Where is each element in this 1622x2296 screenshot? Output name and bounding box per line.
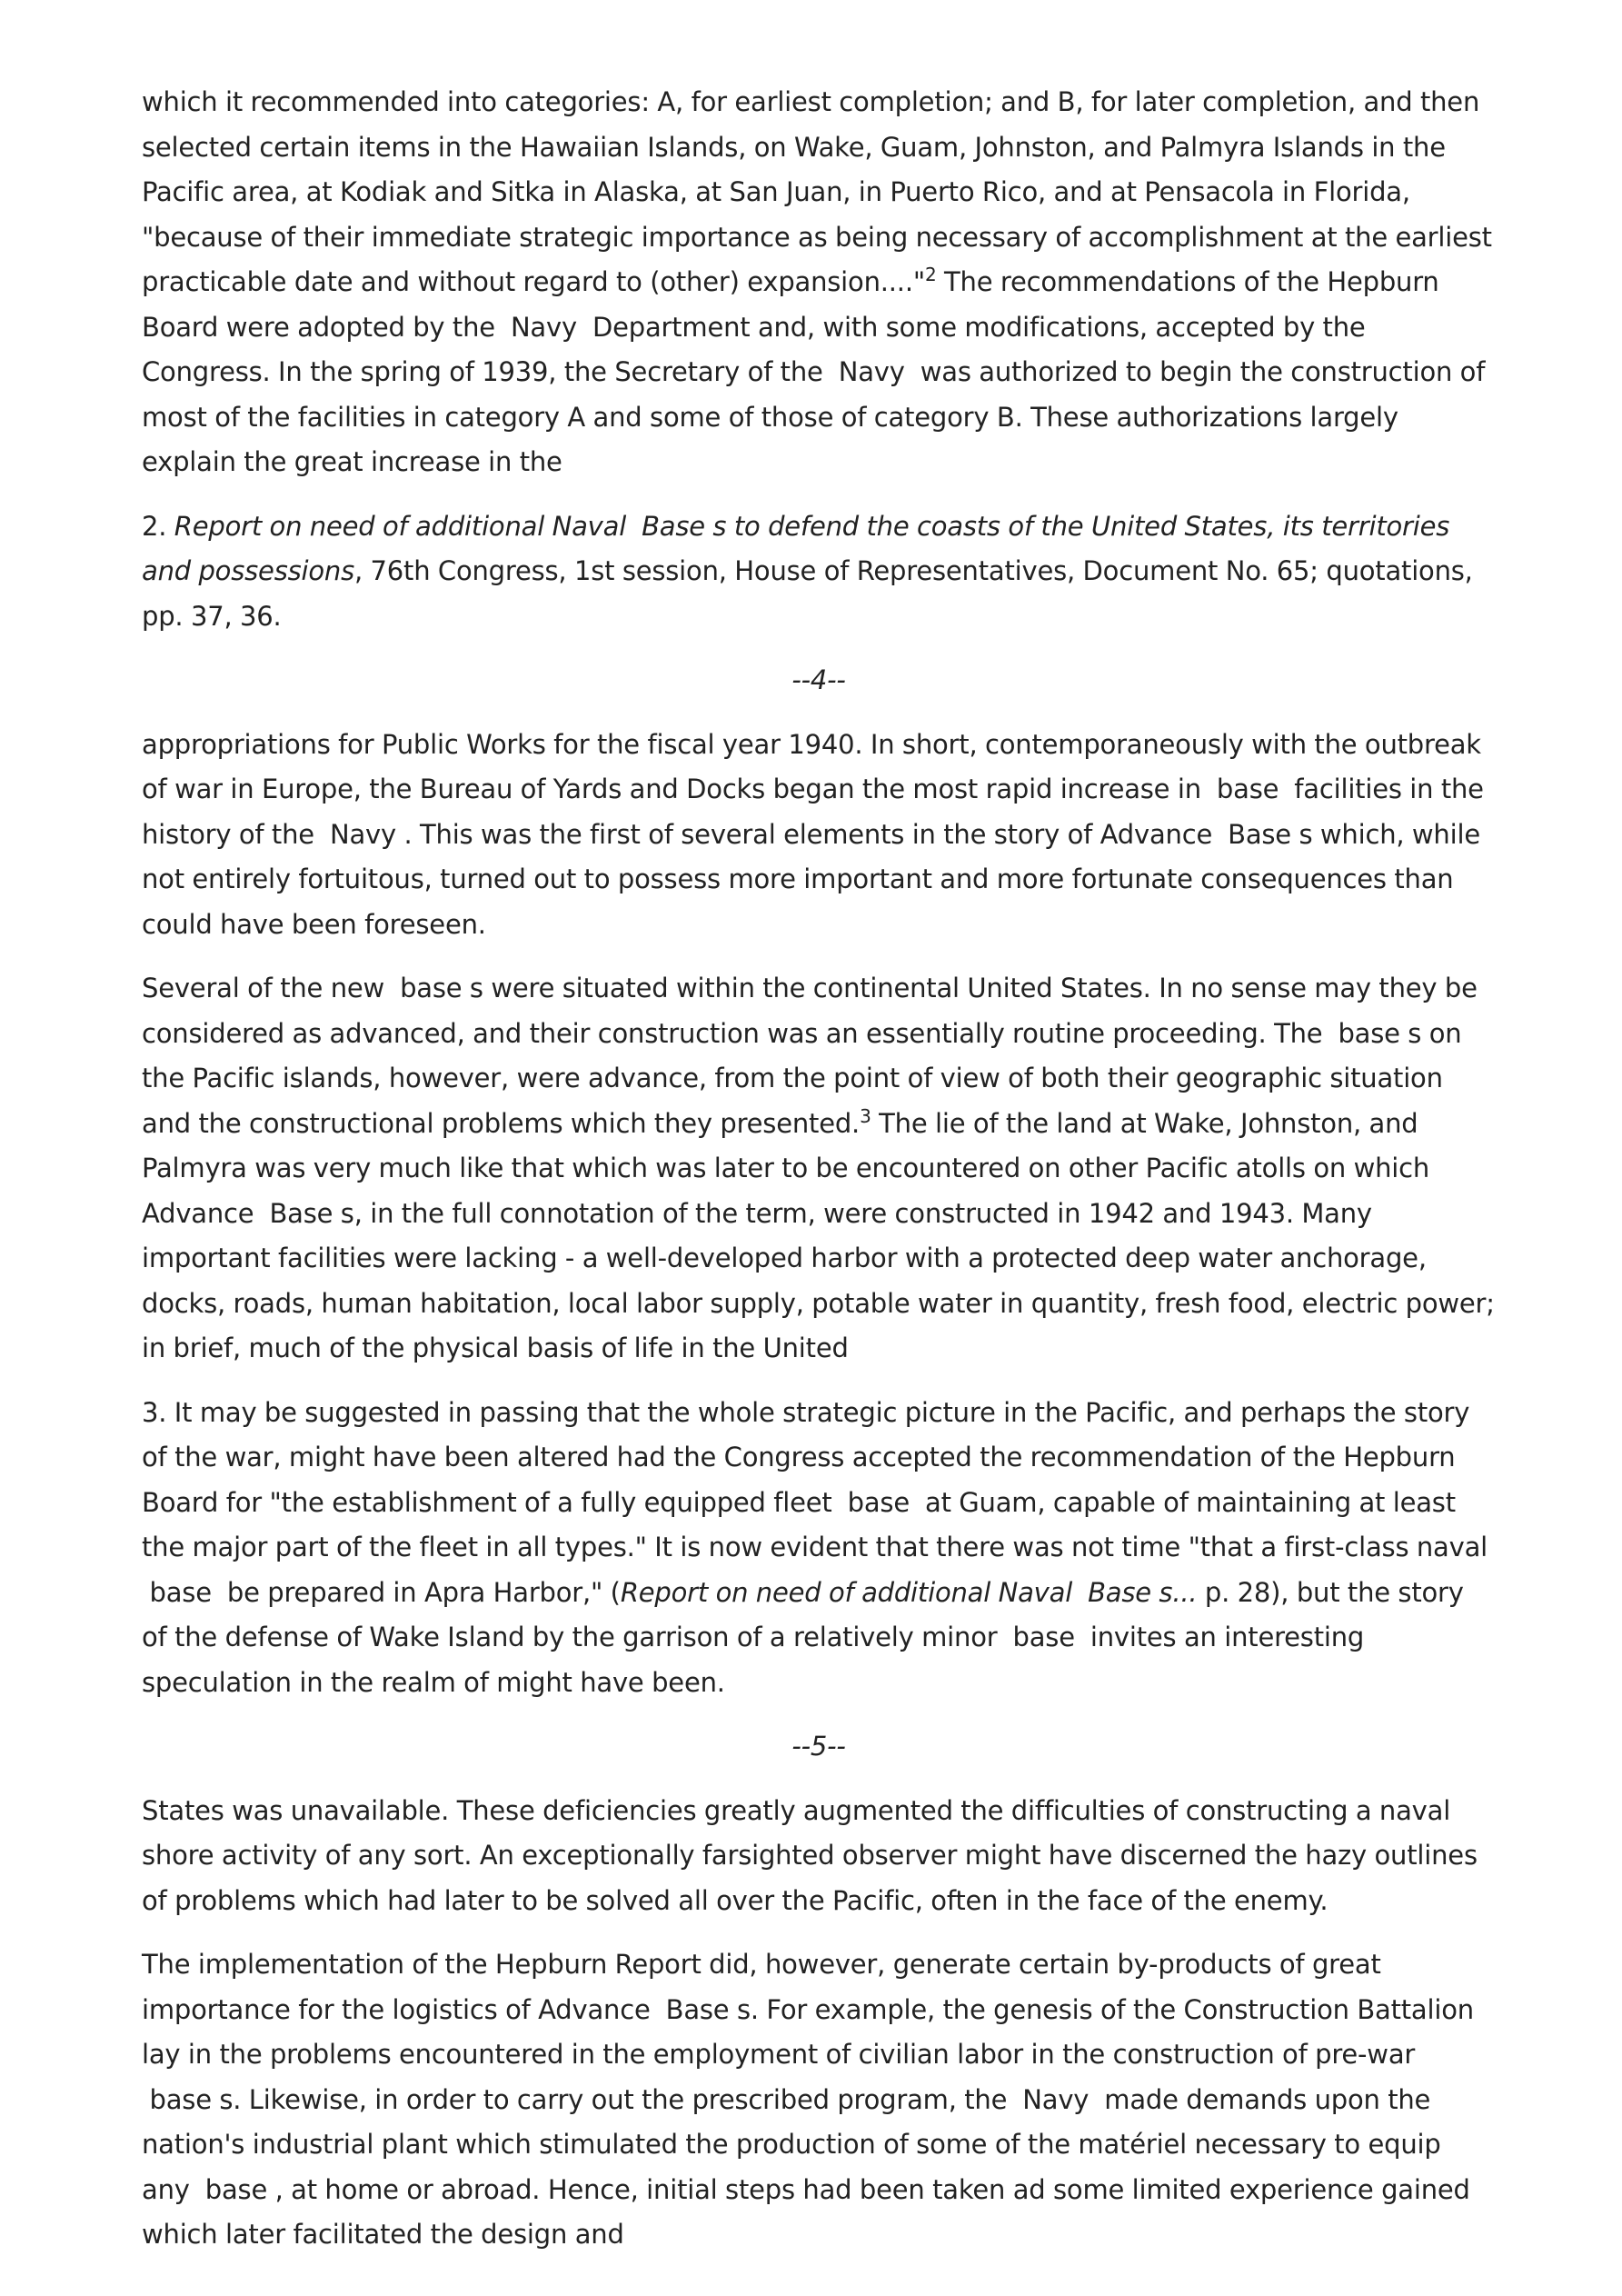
page-number-5: --5-- [791,1731,846,1762]
footnote-3 [142,1391,1496,1706]
paragraph-text: which it recommended into categories: A, for earliest completion; and B, for later completion, and then selected certain items in the Hawaiian Islands, on Wake, Guam, Johnston, and Palmyra Islands in the Pacific area, at Kodiak and Sitka in Alaska, at San Juan, in Puerto Rico, and at Pensacola in Florida, "because of their immediate strategic importance as being necessary of accomplishment at the earliest practicable date and without regard to (other) expansion...." [142,86,1492,297]
document-page [142,80,1496,2277]
paragraph-appropriations: appropriations for Public Works for the fiscal year 1940. In short, contemporaneously with the outbreak of war in Europe, the Bureau of Yards and Docks began the most rapid increase in base facilities in the history of the Navy . This was the first of several elements in the story of Advance Base s which, while not entirely fortuitous, turned out to possess more important and more fortunate consequences than could have been foreseen. [142,728,1484,940]
footnote-2 [142,504,1496,640]
footnote-text-continued: p. 28), but the story of the defense of Wake Island by the garrison of a relatively minor base invites an interesting speculation in the realm of might have been. [142,1576,1464,1698]
footnote-ref-3[interactable]: 3 [860,1104,871,1127]
paragraph-text: Several of the new base s were situated within the continental United States. In no sense may they be considered as advanced, and their construction was an essentially routine proceeding. The base s on the Pacific islands, however, were advance, from the point of view of both their geographic situation and the constructional problems which they presented. [142,973,1478,1139]
paragraph-new-bases [142,966,1496,1372]
paragraph-hepburn-recommendations [142,80,1496,485]
footnote-ref-2[interactable]: 2 [924,264,937,285]
footnote-citation: , 76th Congress, 1st session, House of Representatives, Document No. 65; quotations, pp. 37, 36. [142,555,1473,632]
paragraph-implementation: The implementation of the Hepburn Report did, however, generate certain by-products of great importance for the logistics of Advance Base s. For example, the genesis of the Construction Battalion lay in the problems encountered in the employment of civilian labor in the construction of pre-war base s. Likewise, in order to carry out the prescribed program, the Navy made demands upon the nation's industrial plant which stimulated the production of some of the matériel necessary to equip any base , at home or abroad. Hence, initial steps had been taken ad some limited experience gained which later facilitated the design and [142,1949,1474,2250]
paragraph-deficiencies: States was unavailable. These deficiencies greatly augmented the difficulties of constructing a naval shore activity of any sort. An exceptionally farsighted observer might have discerned the hazy outlines of problems which had later to be solved all over the Pacific, often in the face of the enemy. [142,1794,1478,1916]
paragraph-text-continued: The lie of the land at Wake, Johnston, and Palmyra was very much like that which was later to be encountered on other Pacific atolls on which Advance Base s, in the full connotation of the term, were constructed in 1942 and 1943. Many important facilities were lacking - a well-developed harbor with a protected deep water anchorage, docks, roads, human habitation, local labor supply, potable water in quantity, fresh food, electric power; in brief, much of the physical basis of life in the United [142,1107,1495,1363]
footnote-title: Report on need of additional Naval Base s to defend the coasts of the United States, its territories and possessions [142,510,1450,586]
paragraph-text-continued: The recommendations of the Hepburn Board were adopted by the Navy Department and, with some modifications, accepted by the Congress. In the spring of 1939, the Secretary of the Navy was authorized to begin the construction of most of the facilities in category A and some of those of category B. These authorizations largely explain the great increase in the [142,266,1486,477]
footnote-title: Report on need of additional Naval Base s... [620,1576,1198,1608]
footnote-text: 3. It may be suggested in passing that the whole strategic picture in the Pacific, and perhaps the story of the war, might have been altered had the Congress accepted the recommendation of the Hepburn Board for "the establishment of a fully equipped fleet base at Guam, capable of maintaining at least the major part of the fleet in all types." It is now evident that there was not time "that a first-class naval base be prepared in Apra Harbor," ( [142,1396,1488,1608]
page-number-4: --4-- [791,664,846,695]
footnote-number: 2. [142,510,174,542]
